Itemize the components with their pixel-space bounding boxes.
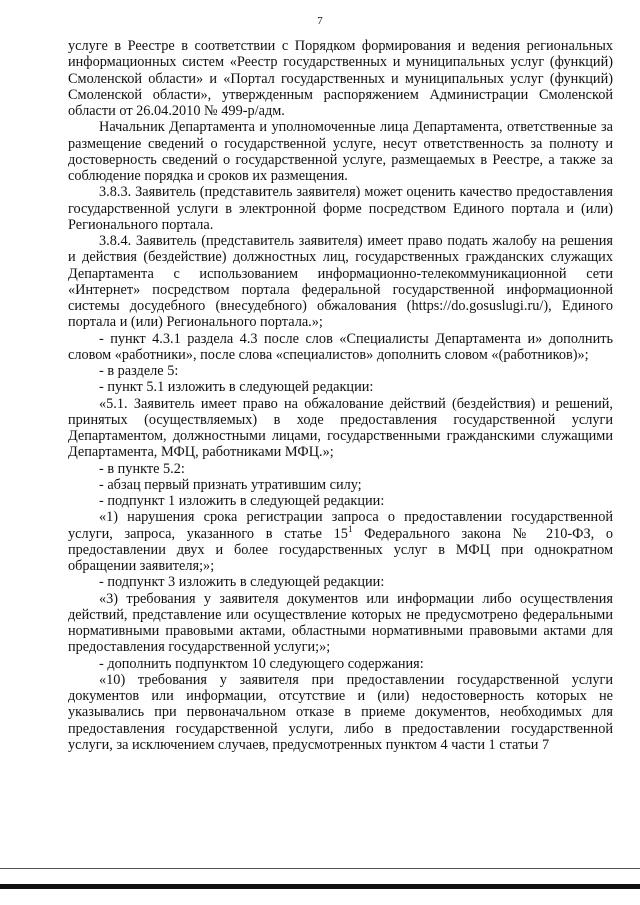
paragraph-5-1-text: «5.1. Заявитель имеет право на обжалование действий (бездействия) и решений, принятых (осуществляемых) в ходе предоставления государственной услуги Департаментом, должностными лицами, государственными гражданскими служащими Департамента, МФЦ, работниками МФЦ.»; bbox=[68, 395, 613, 461]
bottom-divider-thick bbox=[0, 884, 640, 889]
paragraph-section-5: - в разделе 5: bbox=[99, 363, 179, 379]
paragraph-5-1-intro: - пункт 5.1 изложить в следующей редакции: bbox=[99, 379, 374, 396]
document-body bbox=[68, 38, 613, 753]
paragraph-head-responsibility: Начальник Департамента и уполномоченные лица Департамента, ответственные за размещение сведений о государственной услуге, несут ответственность за полноту и достоверность сведений о государственной услуге, размещаемых в Реестре, а также за соблюдение порядка и сроков их размещения. bbox=[68, 119, 613, 184]
subitem-1-text-before: «1) нарушения срока регистрации запроса о предоставлении государственной услуги, запроса, указанного в статье 15 bbox=[68, 509, 613, 542]
paragraph-first-abzac: - абзац первый признать утратившим силу; bbox=[99, 476, 362, 493]
article-superscript: 1 bbox=[347, 523, 353, 534]
paragraph-subitem-10-text: «10) требования у заявителя при предоставлении государственной услуги документов или информации, отсутствие и (или) недостоверность которых не указывались при первоначальном отказе в приеме документов, необходимых для предоставления государственной услуги, либо в предоставлении государственной услуги, за исключением случаев, предусмотренных пунктом 4 части 1 статьи 7 bbox=[68, 671, 613, 753]
paragraph-5-2-intro: - в пункте 5.2: bbox=[99, 460, 185, 477]
paragraph-3-8-3: 3.8.3. Заявитель (представитель заявителя) может оценить качество предоставления государственной услуги в электронной форме посредством Единого портала и (или) Регионального портала. bbox=[68, 184, 613, 233]
subitem-1-text-after: Федерального закона № 210-ФЗ, о предоставлении двух и более государственных услуг в МФЦ при однократном обращении заявителя;»; bbox=[68, 525, 613, 574]
paragraph-subitem-3-text: «3) требования у заявителя документов или информации либо осуществления действий, представление или осуществление которых не предусмотрено федеральными нормативными правовыми актами, областными нормативными правовыми актами для предоставления государственной услуги;»; bbox=[68, 590, 613, 656]
paragraph-3-8-4: 3.8.4. Заявитель (представитель заявителя) имеет право подать жалобу на решения и действия (бездействие) должностных лиц, государственных гражданских служащих Департамента с использованием информационно-телекоммуникационной сети «Интернет» посредством портала федеральной государственной информационной системы досудебного (внесудебного) обжалования (https://do.gosuslugi.ru/), Единого портала и (или) Регионального портала.»; bbox=[68, 233, 613, 331]
paragraph-subitem-10-intro: - дополнить подпунктом 10 следующего содержания: bbox=[99, 655, 424, 672]
page-number: 7 bbox=[317, 15, 323, 27]
paragraph-subitem-1-text bbox=[68, 509, 613, 574]
paragraph-subitem-3-intro: - подпункт 3 изложить в следующей редакции: bbox=[99, 574, 385, 591]
paragraph-registry-continuation: услуге в Реестре в соответствии с Порядком формирования и ведения региональных информационных систем «Реестр государственных и муниципальных услуг (функций) Смоленской области» и «Портал государственных и муниципальных услуг (функций) Смоленской области», утвержденным распоряжением Администрации Смоленской области от 26.04.2010 № 499-р/адм. bbox=[68, 38, 613, 119]
paragraph-4-3-1-amendment: - пункт 4.3.1 раздела 4.3 после слов «Специалисты Департамента и» дополнить словом «работники», после слова «специалистов» дополнить словом «(работников)»; bbox=[68, 330, 613, 363]
bottom-divider-thin bbox=[0, 868, 640, 869]
paragraph-subitem-1-intro: - подпункт 1 изложить в следующей редакции: bbox=[99, 493, 385, 509]
